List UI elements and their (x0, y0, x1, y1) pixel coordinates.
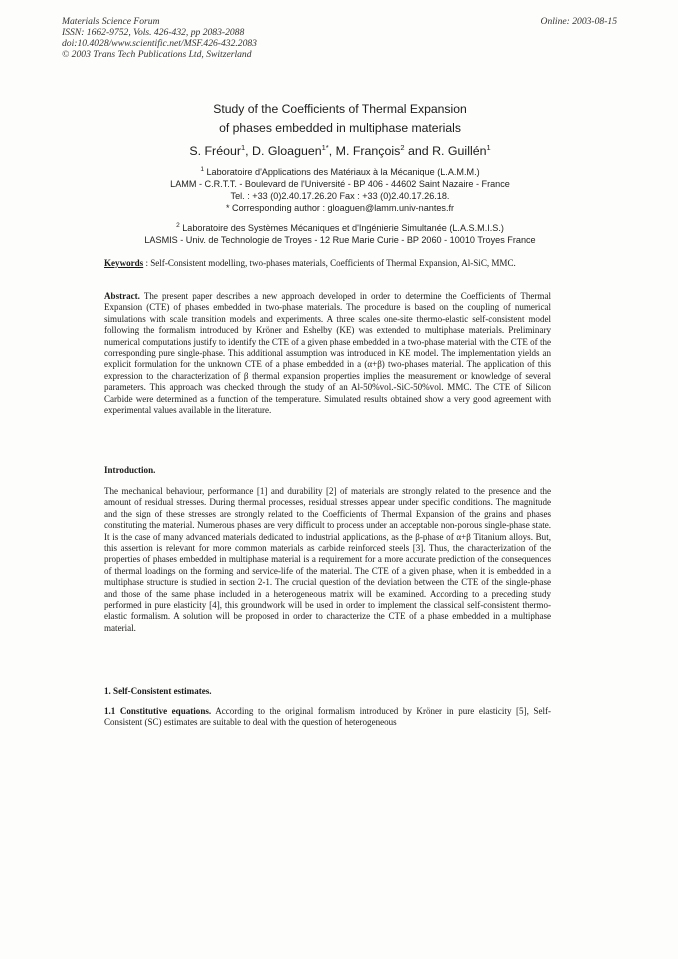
subsection-text: According to the original formalism introduced by Kröner in pure elasticity [5], Self-Consistent (SC) estimates are suitable to deal with the question of heterogeneous (104, 706, 551, 728)
section-1-heading: 1. Self-Consistent estimates. (104, 686, 212, 696)
issn-line: ISSN: 1662-9752, Vols. 426-432, pp 2083-2088 (62, 27, 245, 38)
journal-name: Materials Science Forum (62, 16, 160, 27)
author-name: , D. Gloaguen (245, 144, 322, 158)
abstract (104, 291, 551, 416)
author-name: S. Fréour (189, 144, 241, 158)
author-name: and R. Guillén (404, 144, 487, 158)
author-affiliation-mark: 1* (321, 142, 329, 152)
section-1-1-paragraph (104, 706, 551, 729)
affiliation-2-address: LASMIS - Univ. de Technologie de Troyes - 12 Rue Marie Curie - BP 2060 - 10010 Troyes France (144, 235, 536, 245)
keywords (104, 258, 551, 269)
paper-title-line-2: of phases embedded in multiphase materials (219, 121, 461, 135)
subsection-label: 1.1 Constitutive equations. (104, 706, 212, 716)
affiliation-mark: 1 (200, 165, 204, 173)
author-affiliation-mark: 1 (241, 142, 246, 152)
affiliation-1-address: LAMM - C.R.T.T. - Boulevard de l'Université - BP 406 - 44602 Saint Nazaire - France (170, 179, 510, 189)
affiliation-2-name (60, 223, 620, 234)
journal-header (62, 16, 617, 60)
corresponding-author: * Corresponding author : gloaguen@lamm.univ-nantes.fr (225, 203, 455, 213)
paper-title-line-1: Study of the Coefficients of Thermal Expansion (213, 102, 467, 116)
introduction-paragraph: The mechanical behaviour, performance [1] and durability [2] of materials are strongly related to the presence and the amount of residual stresses. During thermal processes, residual stresses appear under specific conditions. The magnitude and the sign of these stresses are strongly related to the Coefficients of Thermal Expansion of the grains and phases constituting the material. Numerous phases are very difficult to process under an acceptable non-porous single-phase state. It is the case of many advanced materials dedicated to industrial applications, as the β-phase of α+β Titanium alloys. But, this assertion is relevant for more common materials as carbide reinforced steels [3]. Thus, the characterization of the properties of phases embedded in multiphase material is a requirement for a more accurate prediction of the consequences of thermal loadings on the forming and service-life of the material. The CTE of a given phase, when it is embedded in a multiphase structure is studied in section 2-1. The crucial question of the deviation between the CTE of the single-phase and those of the same phase included in a heterogeneous matrix will be examined. According to a preceding study performed in pure elasticity [4], this groundwork will be used in order to implement the classical self-consistent thermo-elastic formalism. A solution will be proposed in order to characterize the CTE of a phase embedded in a multiphase material. (104, 486, 551, 633)
abstract-label: Abstract. (104, 291, 140, 301)
author-affiliation-mark: 2 (400, 142, 405, 152)
author-affiliation-mark: 1 (486, 142, 491, 152)
affiliation-1-name (60, 167, 620, 178)
doi-line: doi:10.4028/www.scientific.net/MSF.426-432.2083 (62, 38, 257, 49)
author-name: , M. François (328, 144, 401, 158)
copyright-line: © 2003 Trans Tech Publications Ltd, Switzerland (62, 49, 252, 60)
keywords-label: Keywords (104, 258, 144, 268)
abstract-text: The present paper describes a new approach developed in order to determine the Coefficients of Thermal Expansion (CTE) of phases embedded in two-phase materials. The procedure is based on the coupling of numerical simulations with scale transition models and experiments. A three scales one-site thermo-elastic self-consistent model following the formalism introduced by Kröner and Eshelby (KE) was extended to multiphase materials. Preliminary numerical computations justify to identify the CTE of a given phase embedded in a two-phase material with the CTE of the corresponding pure single-phase. This additional assumption was introduced in KE model. The implementation yields an explicit formulation for the unknown CTE of a phase embedded in a (α+β) two-phases material. The application of this expression to the characterization of β thermal expansion properties implies the measurement or knowledge of several parameters. This approach was checked through the study of an Al-50%vol.-SiC-50%vol. MMC. The CTE of Silicon Carbide were determined as a function of the temperature. Simulated results obtained show a very good agreement with experimental values available in the literature. (104, 291, 551, 416)
affiliation-text: Laboratoire d'Applications des Matériaux à la Mécanique (L.A.M.M.) (203, 167, 480, 177)
keywords-text: : Self-Consistent modelling, two-phases materials, Coefficients of Thermal Expansion, Al-SiC, MMC. (143, 258, 516, 268)
affiliation-text: Laboratoire des Systèmes Mécaniques et d'Ingénierie Simultanée (L.A.S.M.I.S.) (179, 223, 504, 233)
affiliation-mark: 2 (176, 221, 180, 229)
online-date: Online: 2003-08-15 (540, 16, 617, 27)
affiliation-1-phone: Tel. : +33 (0)2.40.17.26.20 Fax : +33 (0)2.40.17.26.18. (230, 191, 450, 201)
introduction-heading: Introduction. (104, 465, 156, 475)
author-list (60, 143, 620, 159)
